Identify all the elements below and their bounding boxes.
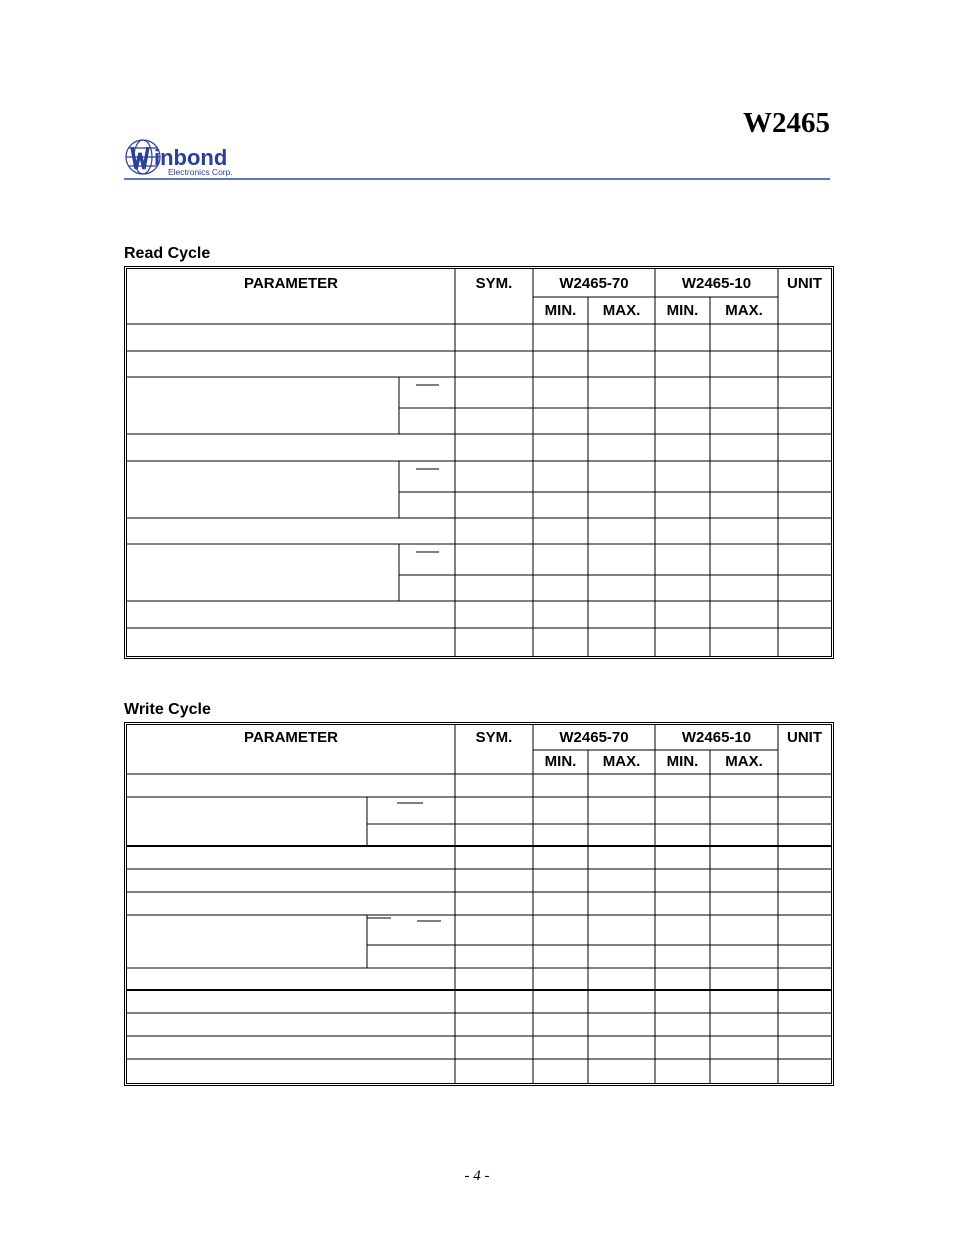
winbond-logo: [124, 137, 274, 181]
read-70-max-header: MAX.: [602, 302, 641, 319]
svg-text:Electronics Corp.: Electronics Corp.: [168, 167, 233, 177]
page-number: - 4 -: [464, 1168, 490, 1184]
write-cycle-table: [124, 722, 834, 1086]
write-70-min-header: MIN.: [544, 753, 577, 770]
write-10-min-header: MIN.: [666, 753, 699, 770]
read-w2465-70-header: W2465-70: [559, 275, 629, 292]
header-rule: [124, 178, 830, 180]
read-10-min-header: MIN.: [666, 302, 699, 319]
write-sym-header: SYM.: [475, 729, 513, 746]
read-cycle-title: Read Cycle: [124, 245, 211, 262]
svg-text:inbond: inbond: [154, 145, 228, 170]
write-cycle-title: Write Cycle: [124, 701, 211, 718]
write-unit-header: UNIT: [787, 729, 822, 746]
read-unit-header: UNIT: [787, 275, 822, 292]
write-w2465-10-header: W2465-10: [681, 729, 752, 746]
read-70-min-header: MIN.: [544, 302, 577, 319]
part-number-title: W2465: [743, 107, 830, 139]
write-70-max-header: MAX.: [602, 753, 641, 770]
read-parameter-header: PARAMETER: [244, 275, 338, 292]
write-parameter-header: PARAMETER: [244, 729, 338, 746]
write-10-max-header: MAX.: [725, 753, 763, 770]
read-w2465-10-header: W2465-10: [681, 275, 752, 292]
read-sym-header: SYM.: [475, 275, 513, 292]
read-cycle-table: [124, 266, 834, 659]
read-10-max-header: MAX.: [725, 302, 763, 319]
read-table-grid: [127, 269, 831, 656]
write-w2465-70-header: W2465-70: [559, 729, 629, 746]
write-table-grid: [127, 725, 831, 1083]
